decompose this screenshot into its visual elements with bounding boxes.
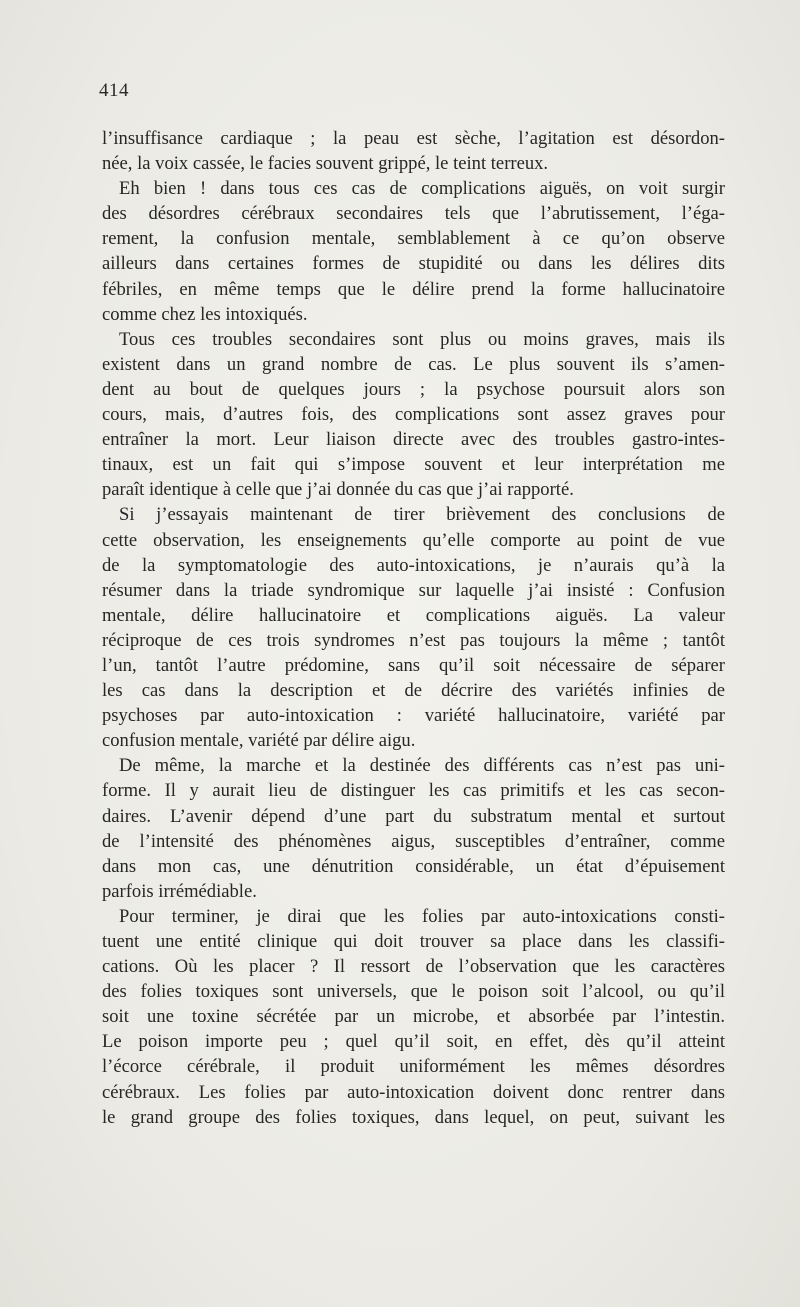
text-line: confusion mentale, variété par délire aigu. — [102, 730, 416, 752]
text-line: mentale, délire hallucinatoire et complications aiguës. La valeur — [102, 604, 725, 626]
text-line: de l’intensité des phénomènes aigus, susceptibles d’entraîner, comme — [102, 830, 725, 852]
text-line: fébriles, en même temps que le délire prend la forme hallucinatoire — [102, 278, 725, 300]
text-line: ailleurs dans certaines formes de stupidité ou dans les délires dits — [102, 253, 725, 275]
text-line: psychoses par auto-intoxication : variété hallucinatoire, variété par — [102, 705, 725, 727]
text-line: soit une toxine sécrétée par un microbe, et absorbée par l’intestin. — [102, 1006, 725, 1028]
text-line: cérébraux. Les folies par auto-intoxication doivent donc rentrer dans — [102, 1081, 725, 1103]
text-line: rement, la confusion mentale, semblablement à ce qu’on observe — [102, 228, 725, 250]
text-line: Si j’essayais maintenant de tirer brièvement des conclusions de — [119, 504, 725, 526]
text-line: cours, mais, d’autres fois, des complications sont assez graves pour — [102, 404, 725, 426]
body-text — [102, 126, 725, 1130]
text-line: le grand groupe des folies toxiques, dans lequel, on peut, suivant les — [102, 1106, 725, 1128]
text-line: de la symptomatologie des auto-intoxications, je n’aurais qu’à la — [102, 554, 725, 576]
text-line: paraît identique à celle que j’ai donnée du cas que j’ai rapporté. — [102, 479, 574, 501]
text-line: Pour terminer, je dirai que les folies par auto-intoxications consti- — [119, 905, 725, 927]
text-line: parfois irrémédiable. — [102, 880, 257, 902]
text-line: l’un, tantôt l’autre prédomine, sans qu’il soit nécessaire de séparer — [102, 654, 725, 676]
text-line: née, la voix cassée, le facies souvent grippé, le teint terreux. — [102, 153, 549, 175]
text-line: résumer dans la triade syndromique sur laquelle j’ai insisté : Confusion — [102, 579, 725, 601]
text-line: dans mon cas, une dénutrition considérable, un état d’épuisement — [102, 855, 725, 877]
text-line: comme chez les intoxiqués. — [102, 303, 308, 325]
text-line: Le poison importe peu ; quel qu’il soit, en effet, dès qu’il atteint — [102, 1031, 725, 1053]
text-line: De même, la marche et la destinée des différents cas n’est pas uni- — [119, 755, 725, 777]
text-line: l’écorce cérébrale, il produit uniformément les mêmes désordres — [102, 1056, 725, 1078]
text-line: les cas dans la description et de décrire des variétés infinies de — [102, 680, 725, 702]
text-line: dent au bout de quelques jours ; la psychose poursuit alors son — [102, 378, 725, 400]
text-line: Tous ces troubles secondaires sont plus ou moins graves, mais ils — [119, 328, 725, 350]
text-line: existent dans un grand nombre de cas. Le plus souvent ils s’amen- — [102, 353, 725, 375]
text-line: Eh bien ! dans tous ces cas de complications aiguës, on voit surgir — [119, 178, 725, 200]
text-line: tinaux, est un fait qui s’impose souvent et leur interprétation me — [102, 454, 725, 476]
text-line: entraîner la mort. Leur liaison directe avec des troubles gastro-intes- — [102, 429, 725, 451]
text-line: daires. L’avenir dépend d’une part du substratum mental et surtout — [102, 805, 725, 827]
page-number: 414 — [99, 80, 129, 101]
text-line: forme. Il y aurait lieu de distinguer les cas primitifs et les cas secon- — [102, 780, 725, 802]
text-line: tuent une entité clinique qui doit trouver sa place dans les classifi- — [102, 931, 725, 952]
text-line: réciproque de ces trois syndromes n’est pas toujours la même ; tantôt — [102, 629, 725, 651]
text-line: des désordres cérébraux secondaires tels que l’abrutissement, l’éga- — [102, 203, 725, 225]
text-line: cette observation, les enseignements qu’elle comporte au point de vue — [102, 529, 725, 551]
text-line: cations. Où les placer ? Il ressort de l’observation que les caractères — [102, 956, 725, 978]
text-line: des folies toxiques sont universels, que le poison soit l’alcool, ou qu’il — [102, 981, 725, 1003]
text-line: l’insuffisance cardiaque ; la peau est sèche, l’agitation est désordon- — [102, 128, 725, 149]
